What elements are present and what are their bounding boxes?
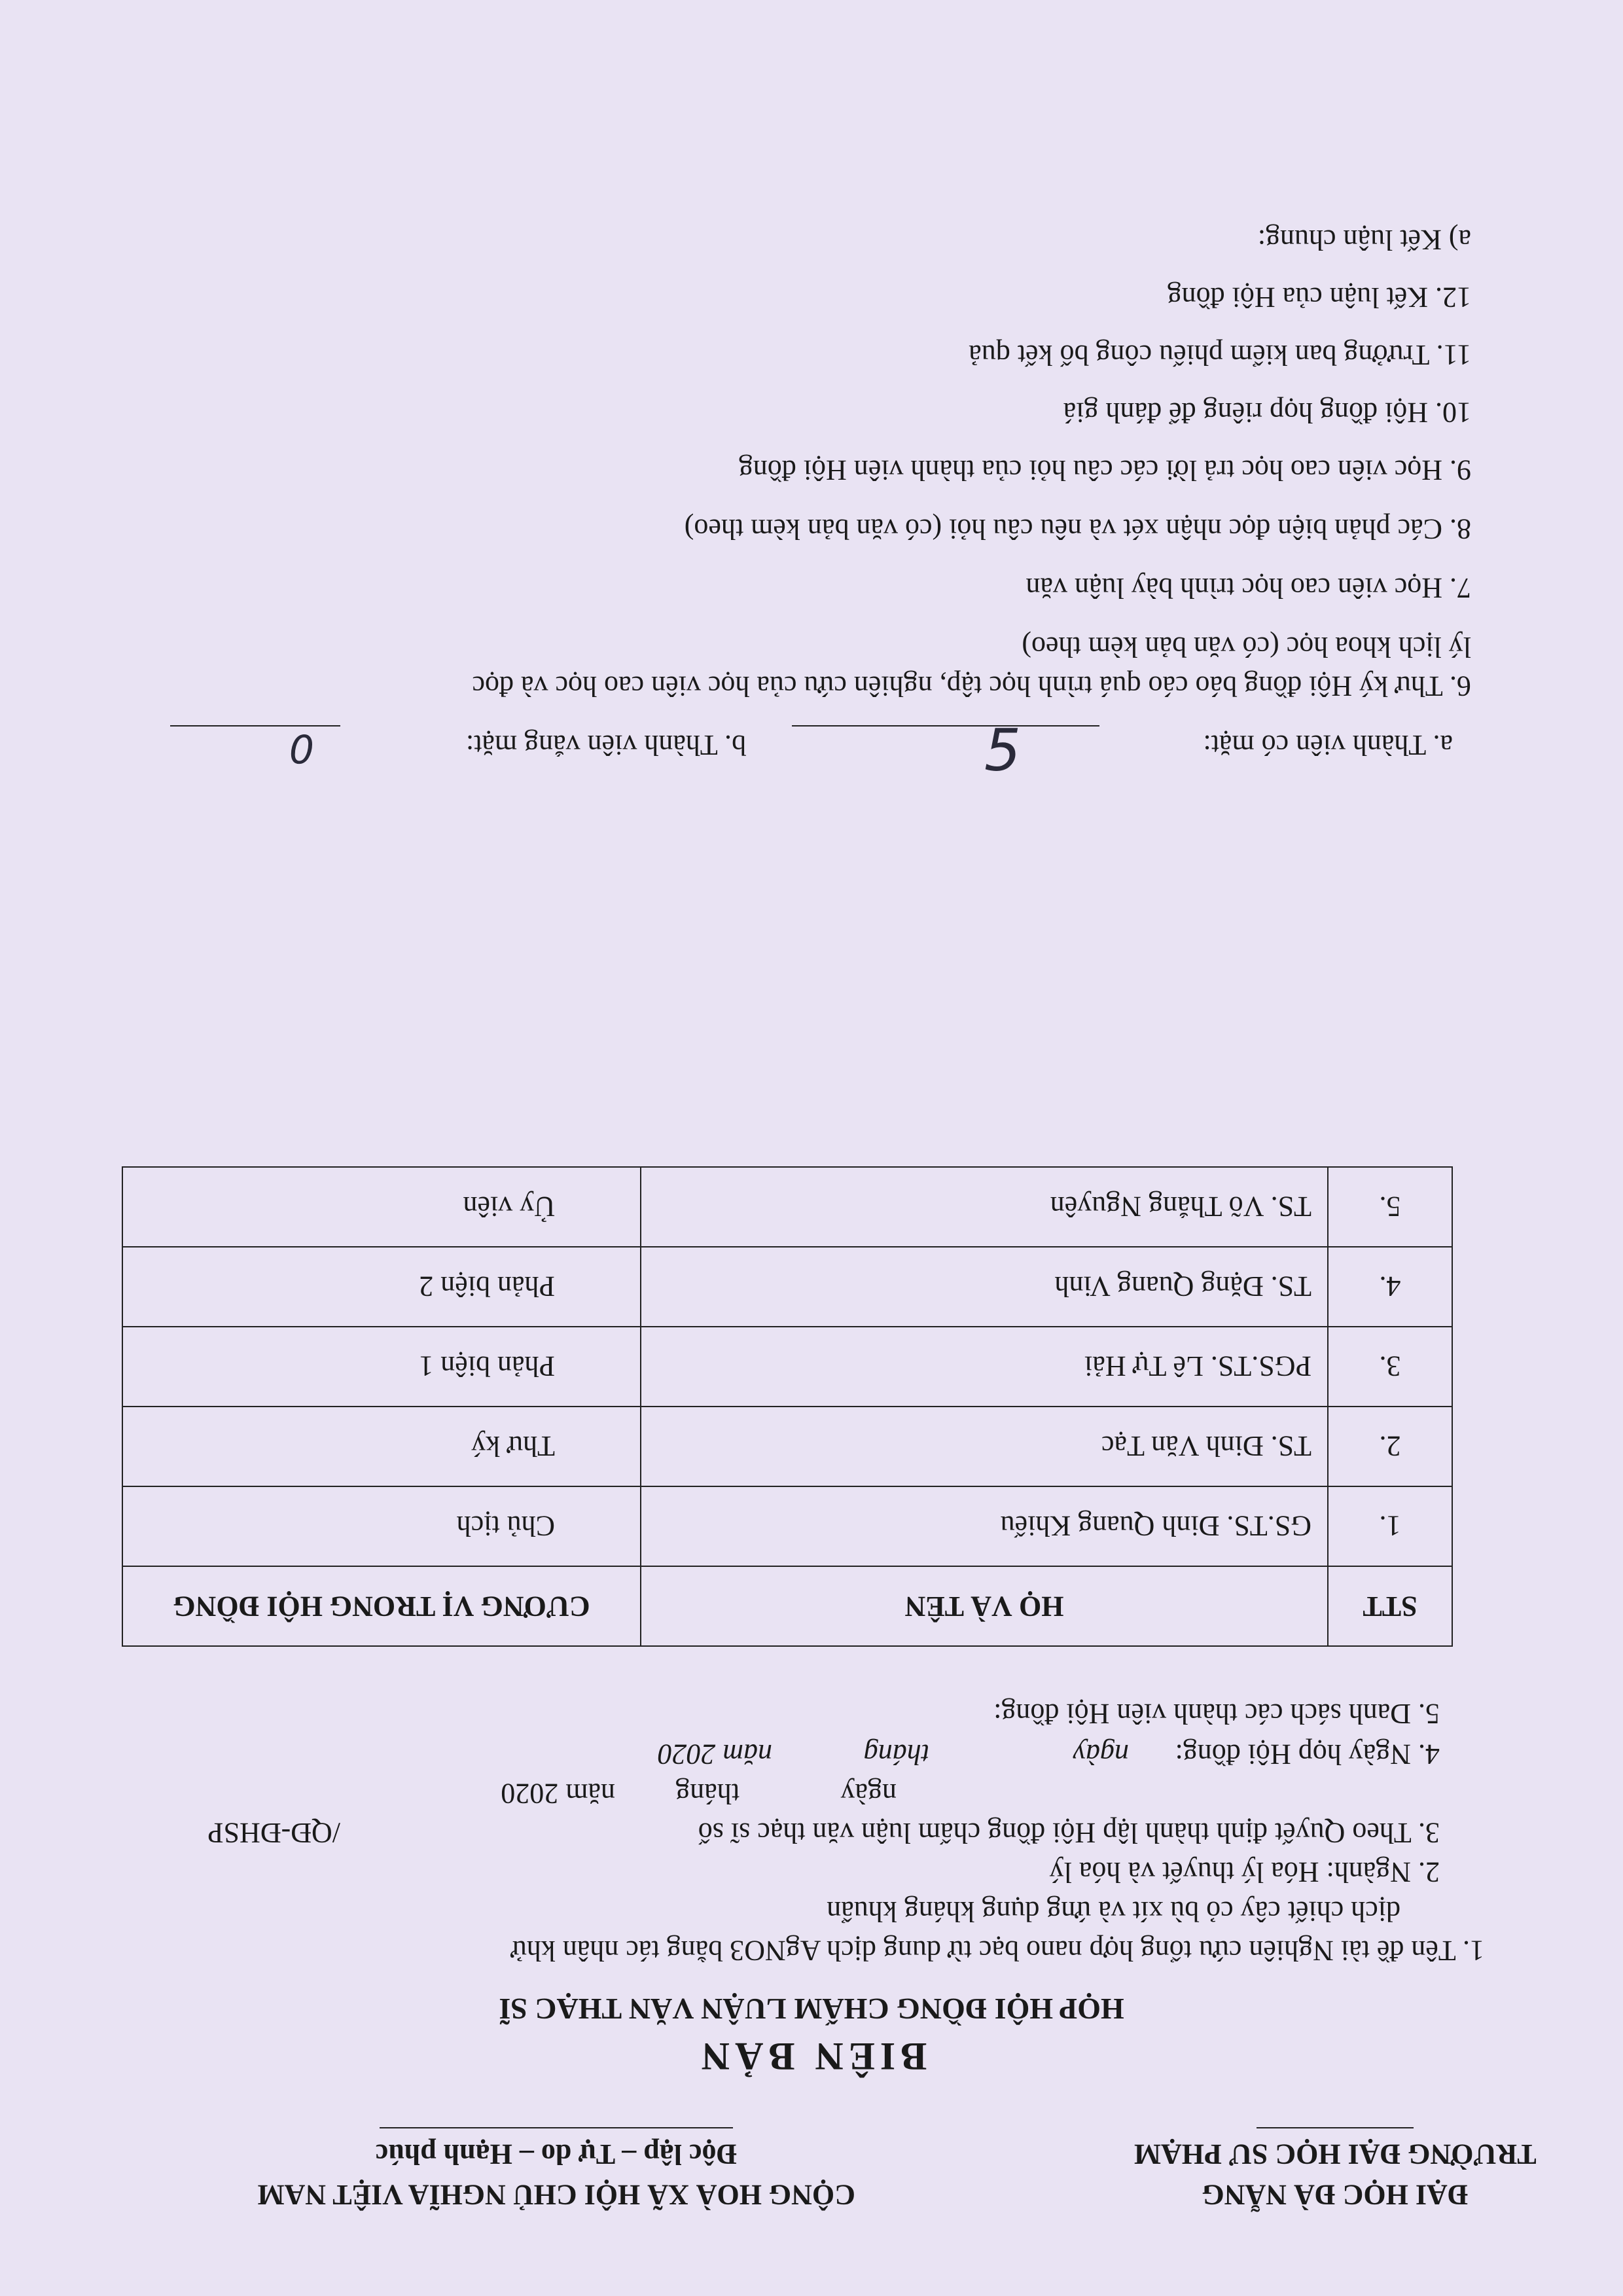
row-stt: 4. xyxy=(1328,1247,1452,1327)
absent-members-label: b. Thành viên vắng mặt: xyxy=(465,729,746,761)
step-6-line-1: 6. Thư ký Hội đồng báo cáo quá trình học tập, nghiên cứu của học viên cao học và đọc xyxy=(472,670,1471,702)
university-header xyxy=(1106,2134,1564,2215)
step-12: 12. Kết luận của Hội đồng xyxy=(1167,281,1471,314)
header-right-underline xyxy=(380,2127,733,2128)
step-7: 7. Học viên cao học trình bày luận văn xyxy=(1026,572,1471,604)
item-4-label: 4. Ngày họp Hội đồng: xyxy=(1175,1738,1440,1770)
header-stt: STT xyxy=(1328,1566,1452,1646)
university-name: ĐẠI HỌC ĐÀ NẴNG xyxy=(1202,2179,1469,2211)
row-stt: 3. xyxy=(1328,1327,1452,1407)
table-row xyxy=(122,1167,1452,1247)
row-role: Chủ tịch xyxy=(122,1486,641,1566)
header-role: CƯƠNG VỊ TRONG HỘI ĐỒNG xyxy=(122,1566,641,1646)
absent-members-line xyxy=(170,725,340,726)
present-members-label: a. Thành viên có mặt: xyxy=(1203,729,1453,761)
step-9: 9. Học viên cao học trả lời các câu hỏi của thành viên Hội đồng xyxy=(738,454,1471,486)
present-members-line xyxy=(792,725,1099,726)
council-members-table xyxy=(122,1166,1453,1647)
item-1-line-2: dịch chiết cây cỏ bù xít và ứng dụng kháng khuẩn xyxy=(827,1895,1400,1928)
item-3-date-month: tháng xyxy=(675,1778,740,1810)
table-row xyxy=(122,1247,1452,1327)
row-stt: 5. xyxy=(1328,1167,1452,1247)
header-left-underline xyxy=(1257,2127,1414,2128)
step-11: 11. Trưởng ban kiểm phiếu công bố kết quả xyxy=(969,339,1471,371)
step-8: 8. Các phản biện đọc nhận xét và nêu câu hỏi (có văn bản kèm theo) xyxy=(684,513,1471,545)
step-12a: a) Kết luận chung: xyxy=(1257,224,1471,256)
table-row xyxy=(122,1407,1452,1486)
school-name: TRƯỜNG ĐẠI HỌC SƯ PHẠM xyxy=(1133,2138,1537,2170)
header-name: HỌ VÀ TÊN xyxy=(641,1566,1328,1646)
item-3-line-1: 3. Theo Quyết định thành lập Hội đồng chấm luận văn thạc sĩ số xyxy=(698,1817,1440,1849)
item-3-date-year: năm 2020 xyxy=(501,1778,615,1810)
table-row xyxy=(122,1486,1452,1566)
item-1-line-1: 1. Tên đề tài Nghiên cứu tổng hợp nano bạc từ dung dịch AgNO3 bằng tác nhân khử xyxy=(510,1935,1484,1967)
present-members-value: 5 xyxy=(984,717,1021,784)
item-4-day: ngày xyxy=(1073,1738,1129,1770)
row-stt: 2. xyxy=(1328,1407,1452,1486)
row-role: Phản biện 2 xyxy=(122,1247,641,1327)
row-name: TS. Đinh Văn Tạc xyxy=(641,1407,1328,1486)
item-2: 2. Ngành: Hóa lý thuyết và hóa lý xyxy=(1049,1856,1440,1888)
document-title: BIÊN BẢN xyxy=(696,2035,927,2078)
item-5: 5. Danh sách các thành viên Hội đồng: xyxy=(993,1698,1440,1730)
national-slogan: Độc lập – Tự do – Hạnh phúc xyxy=(375,2138,738,2170)
step-10: 10. Hội đồng họp riêng để đánh giá xyxy=(1063,397,1471,429)
row-stt: 1. xyxy=(1328,1486,1452,1566)
step-6-line-2: lý lịch khoa học (có văn bản kèm theo) xyxy=(1022,631,1471,663)
row-name: GS.TS. Đinh Quang Khiếu xyxy=(641,1486,1328,1566)
table-row xyxy=(122,1327,1452,1407)
national-motto: CỘNG HOÀ XÃ HỘI CHỦ NGHĨA VIỆT NAM xyxy=(257,2179,855,2211)
row-name: TS. Đặng Quang Vinh xyxy=(641,1247,1328,1327)
absent-members-value: 0 xyxy=(289,725,314,771)
row-role: Ủy viên xyxy=(122,1167,641,1247)
national-header xyxy=(144,2134,969,2215)
item-3-date-day: ngày xyxy=(840,1778,897,1810)
item-4-month: tháng xyxy=(863,1738,929,1770)
row-role: Thư ký xyxy=(122,1407,641,1486)
row-name: TS. Võ Thắng Nguyên xyxy=(641,1167,1328,1247)
item-4-year: năm 2020 xyxy=(658,1738,772,1770)
row-role: Phản biện 1 xyxy=(122,1327,641,1407)
row-name: PGS.TS. Lê Tự Hải xyxy=(641,1327,1328,1407)
item-3-decision-number: /QĐ-ĐHSP xyxy=(207,1817,340,1849)
table-header-row xyxy=(122,1566,1452,1646)
document-subtitle: HỌP HỘI ĐỒNG CHẤM LUẬN VĂN THẠC SĨ xyxy=(499,1992,1124,2026)
